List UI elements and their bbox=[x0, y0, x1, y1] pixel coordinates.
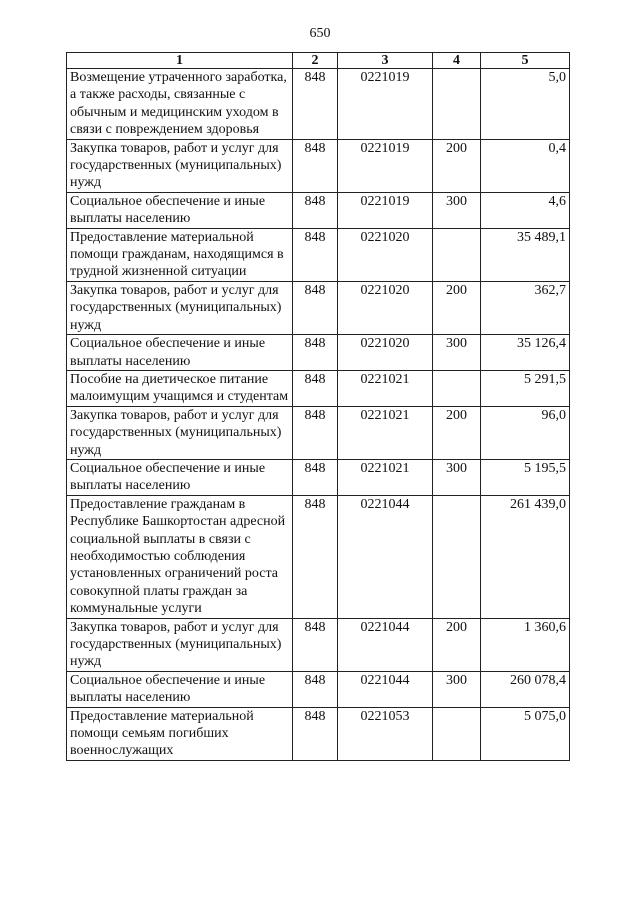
row-amount: 362,7 bbox=[481, 281, 570, 334]
row-expense-type bbox=[433, 69, 481, 140]
row-department-code: 848 bbox=[293, 228, 338, 281]
row-department-code: 848 bbox=[293, 707, 338, 760]
budget-table bbox=[66, 52, 570, 761]
row-name: Закупка товаров, работ и услуг для государственных (муниципальных) нужд bbox=[67, 406, 293, 459]
row-amount: 96,0 bbox=[481, 406, 570, 459]
row-amount: 35 489,1 bbox=[481, 228, 570, 281]
row-name: Возмещение утраченного заработка, а также расходы, связанные с обычным и медицинским уходом в связи с повреждением здоровья bbox=[67, 69, 293, 140]
table-row bbox=[67, 495, 570, 618]
header-col-2: 2 bbox=[293, 53, 338, 69]
row-target-code: 0221021 bbox=[338, 406, 433, 459]
row-department-code: 848 bbox=[293, 406, 338, 459]
row-target-code: 0221020 bbox=[338, 281, 433, 334]
row-expense-type: 300 bbox=[433, 459, 481, 495]
row-amount: 35 126,4 bbox=[481, 335, 570, 371]
row-target-code: 0221020 bbox=[338, 335, 433, 371]
row-expense-type: 300 bbox=[433, 192, 481, 228]
row-department-code: 848 bbox=[293, 139, 338, 192]
row-name: Закупка товаров, работ и услуг для государственных (муниципальных) нужд bbox=[67, 139, 293, 192]
row-target-code: 0221021 bbox=[338, 370, 433, 406]
header-col-4: 4 bbox=[433, 53, 481, 69]
row-name: Предоставление материальной помощи семьям погибших военнослужащих bbox=[67, 707, 293, 760]
row-expense-type bbox=[433, 228, 481, 281]
table-body bbox=[67, 69, 570, 761]
row-amount: 261 439,0 bbox=[481, 495, 570, 618]
table-row bbox=[67, 228, 570, 281]
row-name: Пособие на диетическое питание малоимущим учащимся и студентам bbox=[67, 370, 293, 406]
row-expense-type: 300 bbox=[433, 335, 481, 371]
row-department-code: 848 bbox=[293, 618, 338, 671]
table-row bbox=[67, 281, 570, 334]
row-expense-type bbox=[433, 370, 481, 406]
row-amount: 4,6 bbox=[481, 192, 570, 228]
row-department-code: 848 bbox=[293, 671, 338, 707]
row-expense-type: 200 bbox=[433, 618, 481, 671]
table-row bbox=[67, 459, 570, 495]
table-row bbox=[67, 618, 570, 671]
row-expense-type bbox=[433, 707, 481, 760]
row-amount: 5,0 bbox=[481, 69, 570, 140]
row-name: Закупка товаров, работ и услуг для государственных (муниципальных) нужд bbox=[67, 281, 293, 334]
row-target-code: 0221020 bbox=[338, 228, 433, 281]
row-name: Социальное обеспечение и иные выплаты населению bbox=[67, 671, 293, 707]
row-amount: 1 360,6 bbox=[481, 618, 570, 671]
row-department-code: 848 bbox=[293, 495, 338, 618]
row-target-code: 0221044 bbox=[338, 495, 433, 618]
row-name: Предоставление материальной помощи гражданам, находящимся в трудной жизненной ситуации bbox=[67, 228, 293, 281]
row-department-code: 848 bbox=[293, 281, 338, 334]
header-col-3: 3 bbox=[338, 53, 433, 69]
row-target-code: 0221019 bbox=[338, 192, 433, 228]
row-amount: 0,4 bbox=[481, 139, 570, 192]
row-target-code: 0221044 bbox=[338, 671, 433, 707]
row-department-code: 848 bbox=[293, 335, 338, 371]
row-name: Предоставление гражданам в Республике Башкортостан адресной социальной выплаты в связи с необходимостью соблюдения установленных ограничений роста совокупной платы граждан за коммунальные услуги bbox=[67, 495, 293, 618]
table-row bbox=[67, 707, 570, 760]
row-department-code: 848 bbox=[293, 69, 338, 140]
row-target-code: 0221019 bbox=[338, 69, 433, 140]
row-target-code: 0221019 bbox=[338, 139, 433, 192]
table-row bbox=[67, 671, 570, 707]
table-row bbox=[67, 69, 570, 140]
row-target-code: 0221044 bbox=[338, 618, 433, 671]
row-amount: 5 195,5 bbox=[481, 459, 570, 495]
row-expense-type: 200 bbox=[433, 139, 481, 192]
row-amount: 260 078,4 bbox=[481, 671, 570, 707]
row-department-code: 848 bbox=[293, 192, 338, 228]
row-name: Социальное обеспечение и иные выплаты населению bbox=[67, 335, 293, 371]
table-row bbox=[67, 192, 570, 228]
row-expense-type: 200 bbox=[433, 406, 481, 459]
row-department-code: 848 bbox=[293, 370, 338, 406]
row-department-code: 848 bbox=[293, 459, 338, 495]
table-row bbox=[67, 335, 570, 371]
row-amount: 5 075,0 bbox=[481, 707, 570, 760]
row-name: Социальное обеспечение и иные выплаты населению bbox=[67, 459, 293, 495]
table-row bbox=[67, 370, 570, 406]
header-row bbox=[67, 53, 570, 69]
row-name: Закупка товаров, работ и услуг для государственных (муниципальных) нужд bbox=[67, 618, 293, 671]
row-target-code: 0221021 bbox=[338, 459, 433, 495]
page-number: 650 bbox=[309, 26, 331, 41]
row-name: Социальное обеспечение и иные выплаты населению bbox=[67, 192, 293, 228]
header-col-5: 5 bbox=[481, 53, 570, 69]
row-expense-type: 300 bbox=[433, 671, 481, 707]
row-target-code: 0221053 bbox=[338, 707, 433, 760]
header-col-1: 1 bbox=[67, 53, 293, 69]
row-expense-type: 200 bbox=[433, 281, 481, 334]
table-row bbox=[67, 406, 570, 459]
row-expense-type bbox=[433, 495, 481, 618]
table-row bbox=[67, 139, 570, 192]
row-amount: 5 291,5 bbox=[481, 370, 570, 406]
